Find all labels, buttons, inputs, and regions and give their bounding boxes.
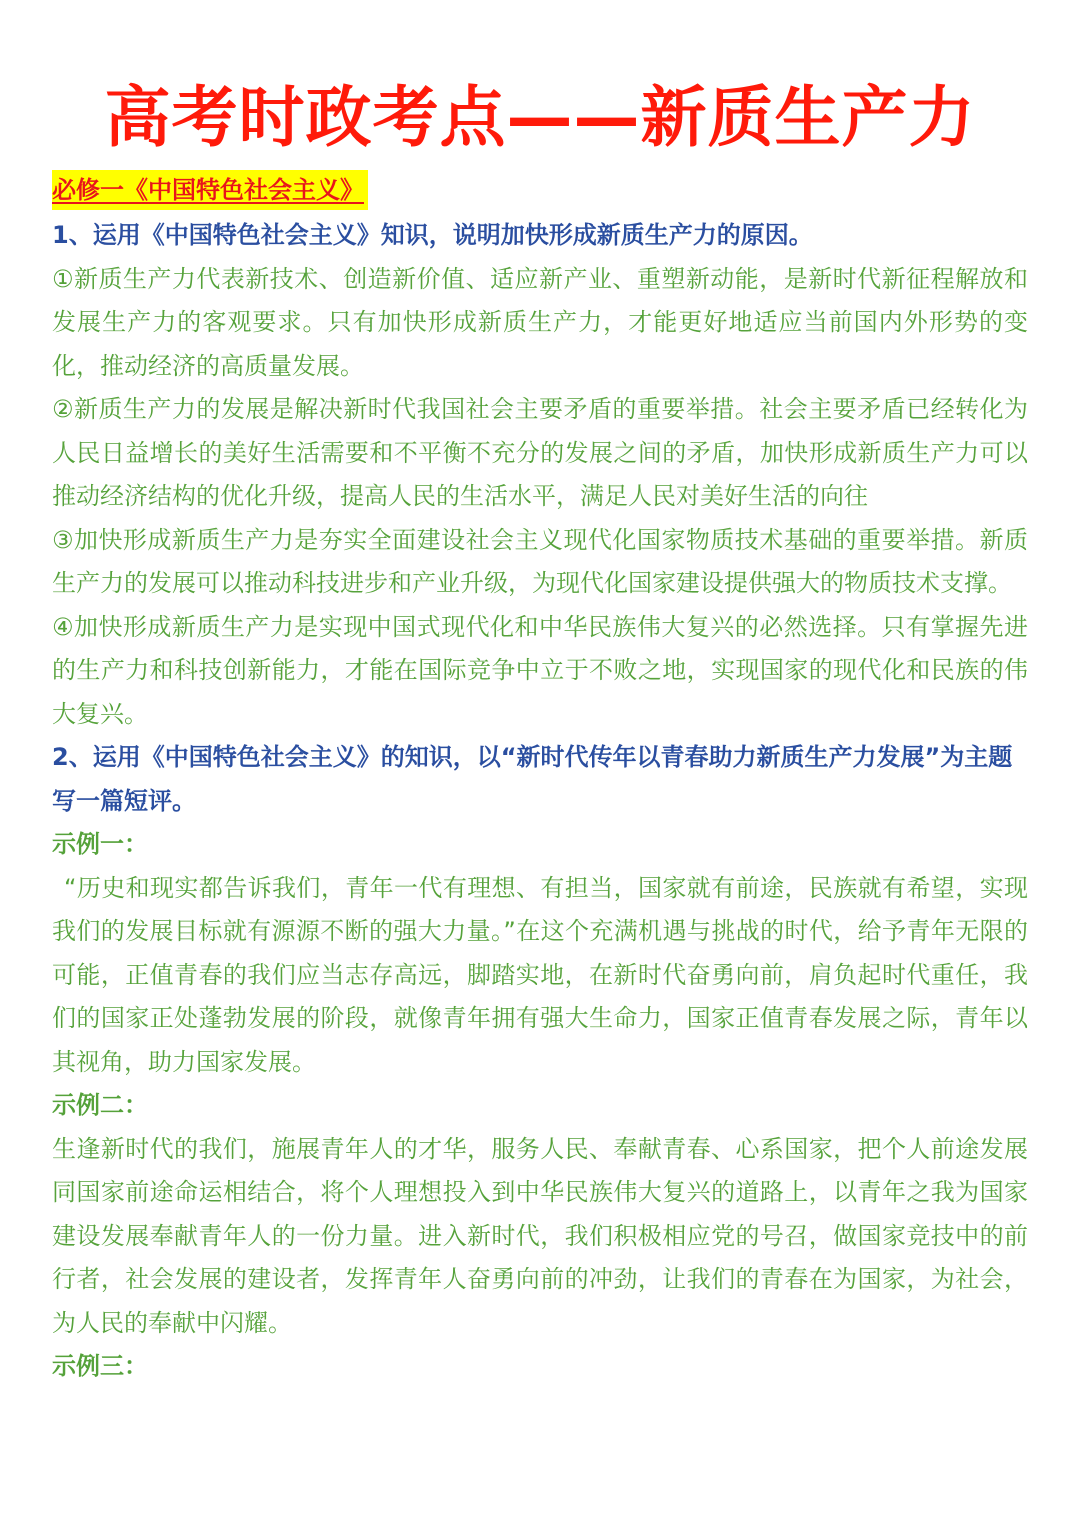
example-2-label: 示例二： <box>52 1091 148 1119</box>
section-tag-row <box>52 170 1028 212</box>
page-title: 高考时政考点——新质生产力 <box>104 79 976 156</box>
answer-point-2: ②新质生产力的发展是解决新时代我国社会主要矛盾的重要举措。社会主要矛盾已经转化为人民日益增长的美好生活需要和不平衡不充分的发展之间的矛盾，加快形成新质生产力可以推动经济结构的优化升级，提高人民的生活水平，满足人民对美好生活的向往 <box>52 395 1028 510</box>
answer-point-4: ④加快形成新质生产力是实现中国式现代化和中华民族伟大复兴的必然选择。只有掌握先进的生产力和科技创新能力，才能在国际竞争中立于不败之地，实现国家的现代化和民族的伟大复兴。 <box>52 612 1028 728</box>
question-1: 1、运用《中国特色社会主义》知识，说明加快形成新质生产力的原因。 <box>52 221 813 249</box>
answer-point-1: ①新质生产力代表新技术、创造新价值、适应新产业、重塑新动能，是新时代新征程解放和发展生产力的客观要求。只有加快形成新质生产力，才能更好地适应当前国内外形势的变化，推动经济的高质量发展。 <box>52 264 1028 380</box>
example-1-label: 示例一： <box>52 830 148 858</box>
example-1-body: “历史和现实都告诉我们，青年一代有理想、有担当，国家就有前途，民族就有希望，实现我们的发展目标就有源源不断的强大力量。”在这个充满机遇与挑战的时代，给予青年无限的可能，正值青春的我们应当志存高远，脚踏实地，在新时代奋勇向前，肩负起时代重任，我们的国家正处蓬勃发展的阶段，就像青年拥有强大生命力，国家正值青春发展之际，青年以其视角，助力国家发展。 <box>52 873 1028 1076</box>
answer-point-3: ③加快形成新质生产力是夯实全面建设社会主义现代化国家物质技术基础的重要举措。新质生产力的发展可以推动科技进步和产业升级，为现代化国家建设提供强大的物质技术支撑。 <box>52 525 1028 597</box>
example-3-label: 示例三： <box>52 1352 148 1380</box>
example-2-body: 生逢新时代的我们，施展青年人的才华，服务人民、奉献青春、心系国家，把个人前途发展同国家前途命运相结合，将个人理想投入到中华民族伟大复兴的道路上，以青年之我为国家建设发展奉献青年人的一份力量。进入新时代，我们积极相应党的号召，做国家竞技中的前行者，社会发展的建设者，发挥青年人奋勇向前的冲劲，让我们的青春在为国家，为社会，为人民的奉献中闪耀。 <box>52 1134 1028 1337</box>
section-tag: 必修一《中国特色社会主义》 <box>52 170 368 210</box>
question-2: 2、运用《中国特色社会主义》的知识，以“新时代传年以青春助力新质生产力发展”为主题写一篇短评。 <box>52 743 1013 815</box>
